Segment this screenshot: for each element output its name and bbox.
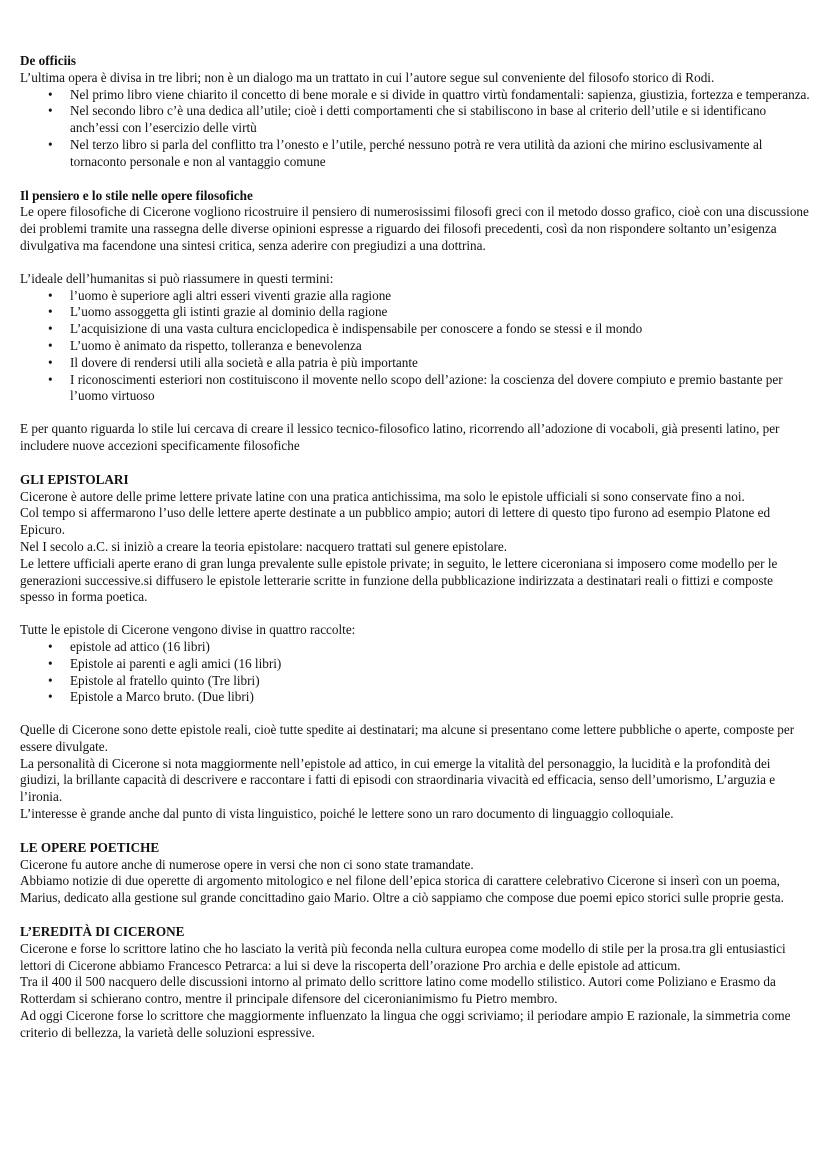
section-heading: GLI EPISTOLARI — [20, 471, 129, 487]
paragraph: Abbiamo notizie di due operette di argomento mitologico e nel filone dell’epica storica di carattere celebrativo Cicerone si inserì con un poema, Marius, dedicato alla gestione sul grande concittadino gaio Mario. Oltre a ciò sappiamo che compose due poemi epico storici sulle proprie gesta. — [20, 873, 784, 906]
section-opere-poetiche — [20, 840, 810, 907]
paragraph: Tra il 400 il 500 nacquero delle discussioni intorno al primato dello scrittore latino come modello stilistico. Autori come Poliziano e Erasmo da Rotterdam si schierano contro, mentre il principale difensore del ciceronianimismo fu Pietro membro. — [20, 974, 776, 1007]
list-item: • l’uomo è superiore agli altri esseri viventi grazie alla ragione — [20, 288, 810, 305]
paragraph: E per quanto riguarda lo stile lui cercava di creare il lessico tecnico-filosofico latino, ricorrendo all’adozione di vocaboli, già presenti latino, per includere nuove accezioni specificamente filosofiche — [20, 421, 780, 453]
paragraph: L’ultima opera è divisa in tre libri; non è un dialogo ma un trattato in cui l’autore segue sul conveniente del filosofo storico di Rodi. — [20, 69, 715, 85]
paragraph: Quelle di Cicerone sono dette epistole reali, cioè tutte spedite ai destinatari; ma alcune si presentano come lettere pubbliche o aperte, composte per essere divulgate. — [20, 722, 795, 754]
section-heading: L’EREDITÀ DI CICERONE — [20, 924, 185, 940]
list-item: • Il dovere di rendersi utili alla società e alla patria è più importante — [20, 355, 810, 372]
section-pensiero — [20, 188, 810, 455]
list-item: • Epistole a Marco bruto. (Due libri) — [20, 689, 810, 706]
document-page — [20, 53, 810, 1042]
list-intro: L’ideale dell’humanitas si può riassumere in questi termini: — [20, 270, 334, 286]
section-heading: LE OPERE POETICHE — [20, 839, 160, 855]
paragraph: Le opere filosofiche di Cicerone vogliono ricostruire il pensiero di numerosissimi filosofi greci con il metodo dosso grafico, cioè con una discussione dei problemi tramite una rassegna delle diverse opinioni espresse a riguardo dei filosofi precedenti, così da non rispondere soltanto un’esigenza divulgativa ma facendone una sintesi critica, senza aderire con pregiudizi a una dottrina. — [20, 204, 809, 253]
paragraph: Cicerone e forse lo scrittore latino che ho lasciato la verità più feconda nella cultura europea come modello di stile per la prosa.tra gli entusiastici lettori di Cicerone abbiamo Francesco Petrarca: a lui si deve la riscoperta dell’orazione Pro archia e delle epistole ad atticum. — [20, 940, 786, 973]
section-heading: Il pensiero e lo stile nelle opere filosofiche — [20, 187, 253, 203]
list-item: • Epistole al fratello quinto (Tre libri) — [20, 673, 810, 690]
paragraph: Le lettere ufficiali aperte erano di gran lunga prevalente sulle epistole private; in seguito, le lettere ciceroniana si imposero come modello per le generazioni successive.si diffusero le epistole letterarie scritte in funzione della pubblicazione indirizzata a destinatari reali o fittizi e composte spesso in forma poetica. — [20, 555, 778, 605]
paragraph: L’interesse è grande anche dal punto di vista linguistico, poiché le lettere sono un raro documento di linguaggio colloquiale. — [20, 806, 674, 822]
paragraph: Ad oggi Cicerone forse lo scrittore che maggiormente influenzato la lingua che oggi scriviamo; il periodare ampio E razionale, la simmetria come criterio di bellezza, la varietà delle soluzioni espressive. — [20, 1008, 791, 1040]
list-item: • L’acquisizione di una vasta cultura enciclopedica è indispensabile per conoscere a fondo se stessi e il mondo — [20, 321, 810, 338]
section-de-officiis — [20, 53, 810, 171]
section-epistolari — [20, 472, 810, 823]
paragraph: Cicerone è autore delle prime lettere private latine con una pratica antichissima, ma solo le epistole ufficiali si sono conservate fino a noi. — [20, 488, 745, 504]
list-item: • Epistole ai parenti e agli amici (16 libri) — [20, 656, 810, 673]
section-heading: De officiis — [20, 53, 77, 68]
section-eredita — [20, 924, 810, 1042]
paragraph: Nel I secolo a.C. si iniziò a creare la teoria epistolare: nacquero trattati sul genere epistolare. — [20, 538, 507, 554]
list-item: • Nel primo libro viene chiarito il concetto di bene morale e si divide in quattro virtù fondamentali: sapienza, giustizia, fortezza e temperanza. — [20, 87, 810, 104]
list-intro: Tutte le epistole di Cicerone vengono divise in quattro raccolte: — [20, 622, 356, 638]
list-item: • I riconoscimenti esteriori non costituiscono il movente nello scopo dell’azione: la coscienza del dovere compiuto e premio bastante per l’uomo virtuoso — [20, 372, 810, 406]
paragraph: Col tempo si affermarono l’uso delle lettere aperte destinate a un pubblico ampio; autori di lettere di questo tipo furono ad esempio Platone ed Epicuro. — [20, 505, 771, 538]
bullet-list — [20, 288, 810, 406]
bullet-list — [20, 639, 810, 706]
list-item: • Nel terzo libro si parla del conflitto tra l’onesto e l’utile, perché nessuno potrà re vera utilità da azioni che mirino esclusivamente al tornaconto personale e non al vantaggio comune — [20, 137, 810, 171]
list-item: • L’uomo è animato da rispetto, tolleranza e benevolenza — [20, 338, 810, 355]
list-item: • Nel secondo libro c’è una dedica all’utile; cioè i detti comportamenti che si stabiliscono in base al criterio dell’utile e si identificano anch’essi con l’esercizio delle virtù — [20, 103, 810, 137]
paragraph: Cicerone fu autore anche di numerose opere in versi che non ci sono state tramandate. — [20, 856, 474, 872]
paragraph: La personalità di Cicerone si nota maggiormente nell’epistole ad attico, in cui emerge la vitalità del personaggio, la lucidità e la profondità dei giudizi, la brillante capacità di descrivere e raccontare i fatti di episodi con straordinaria vivacità ed efficacia, senso dell’umorismo, L’arguzia e l’ironia. — [20, 755, 776, 805]
list-item: • epistole ad attico (16 libri) — [20, 639, 810, 656]
list-item: • L’uomo assoggetta gli istinti grazie al dominio della ragione — [20, 304, 810, 321]
bullet-list — [20, 87, 810, 171]
